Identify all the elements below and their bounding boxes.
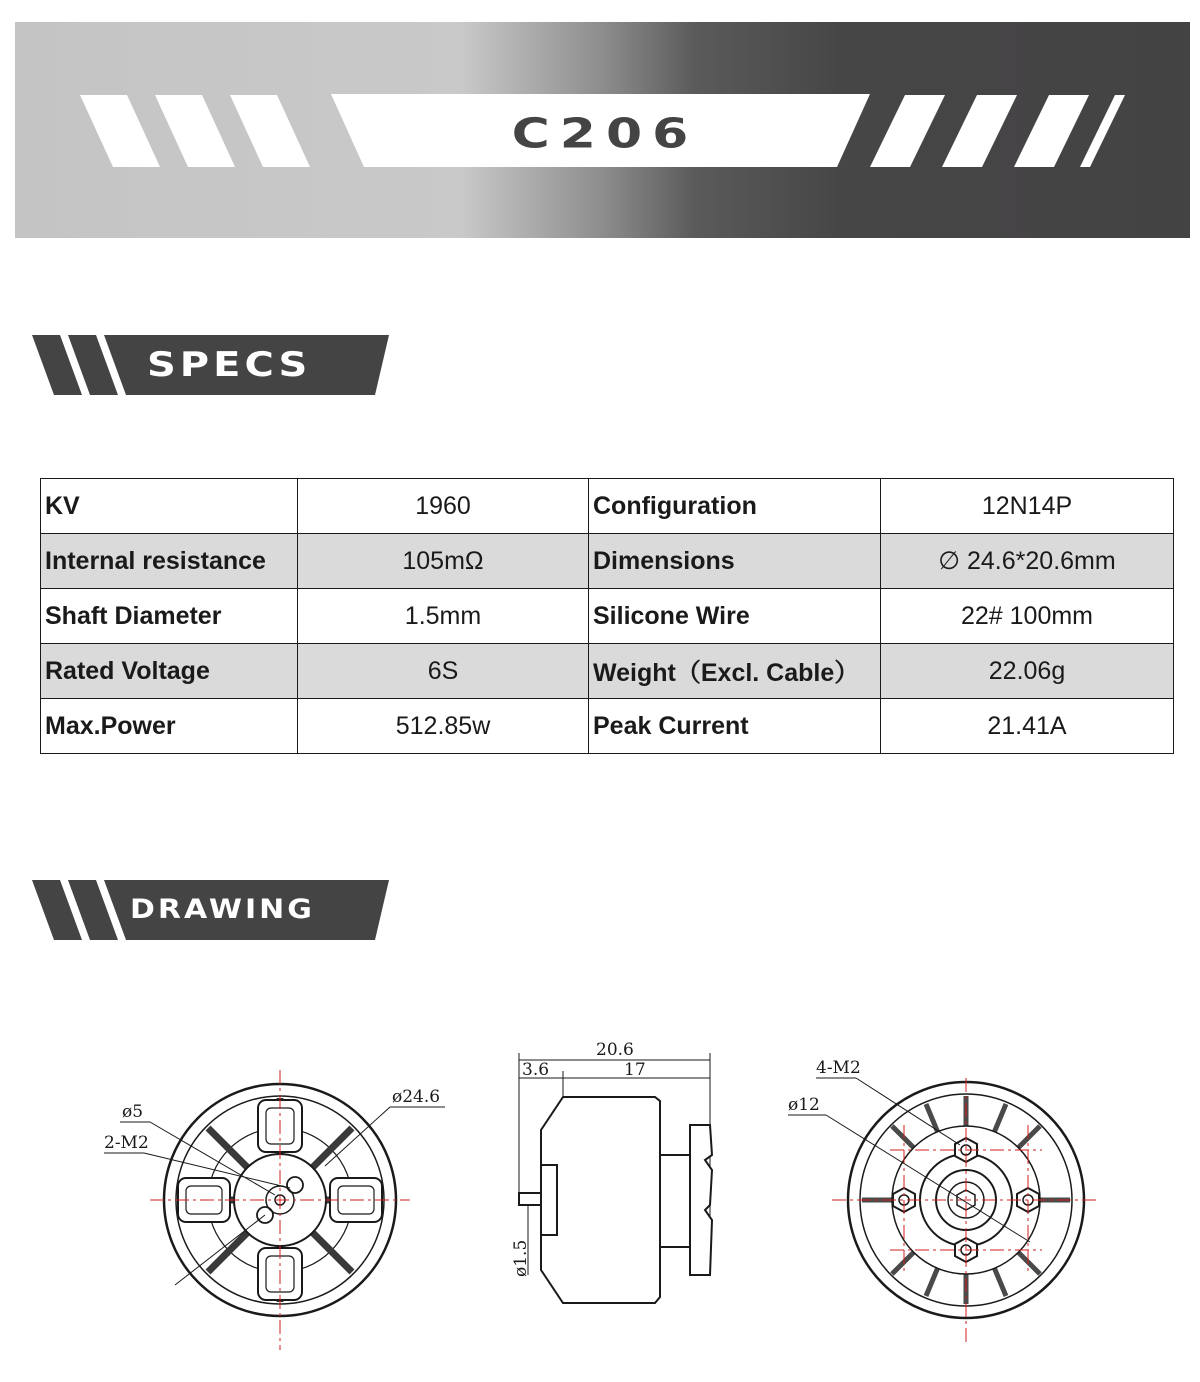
drawing-section-title: DRAWING [130, 893, 315, 926]
spec-value: 1960 [298, 479, 589, 534]
spec-label: Max.Power [41, 699, 298, 754]
spec-label: Rated Voltage [41, 644, 298, 699]
phi12-dimension: ø12 [788, 1095, 820, 1115]
product-title: C206 [511, 110, 699, 158]
spec-value: 512.85w [298, 699, 589, 754]
spec-label: Internal resistance [41, 534, 298, 589]
spec-label: Silicone Wire [589, 589, 881, 644]
specs-table [40, 478, 1174, 754]
spec-label: Shaft Diameter [41, 589, 298, 644]
spec-value: 22# 100mm [881, 589, 1174, 644]
phi24-dimension: ø24.6 [392, 1087, 441, 1107]
table-row [41, 479, 1174, 534]
title-banner [15, 22, 1190, 238]
table-row [41, 644, 1174, 699]
table-row [41, 534, 1174, 589]
spec-value: 22.06g [881, 644, 1174, 699]
specs-section-header [32, 335, 392, 395]
spec-label: Dimensions [589, 534, 881, 589]
rear-view-drawing [780, 1050, 1180, 1350]
rear-m2-dimension: 4-M2 [816, 1058, 861, 1078]
spec-value: 6S [298, 644, 589, 699]
spec-value: 105mΩ [298, 534, 589, 589]
spec-label: Configuration [589, 479, 881, 534]
left-length-dimension: 3.6 [522, 1060, 550, 1080]
spec-label: Weight（Excl. Cable） [589, 644, 881, 699]
front-view-drawing [90, 1070, 460, 1360]
spec-value: 1.5mm [298, 589, 589, 644]
spec-value: ∅ 24.6*20.6mm [881, 534, 1174, 589]
side-view-drawing [500, 1035, 730, 1310]
specs-section-title: SPECS [147, 345, 312, 385]
spec-value: 12N14P [881, 479, 1174, 534]
shaft-diameter-dimension: ø1.5 [511, 1239, 531, 1277]
front-m2-dimension: 2-M2 [104, 1133, 149, 1153]
total-length-dimension: 20.6 [596, 1040, 634, 1060]
spec-label: Peak Current [589, 699, 881, 754]
phi5-dimension: ø5 [122, 1102, 144, 1122]
right-length-dimension: 17 [624, 1060, 646, 1080]
spec-value: 21.41A [881, 699, 1174, 754]
spec-label: KV [41, 479, 298, 534]
table-row [41, 699, 1174, 754]
table-row [41, 589, 1174, 644]
drawing-section-header [32, 880, 392, 940]
